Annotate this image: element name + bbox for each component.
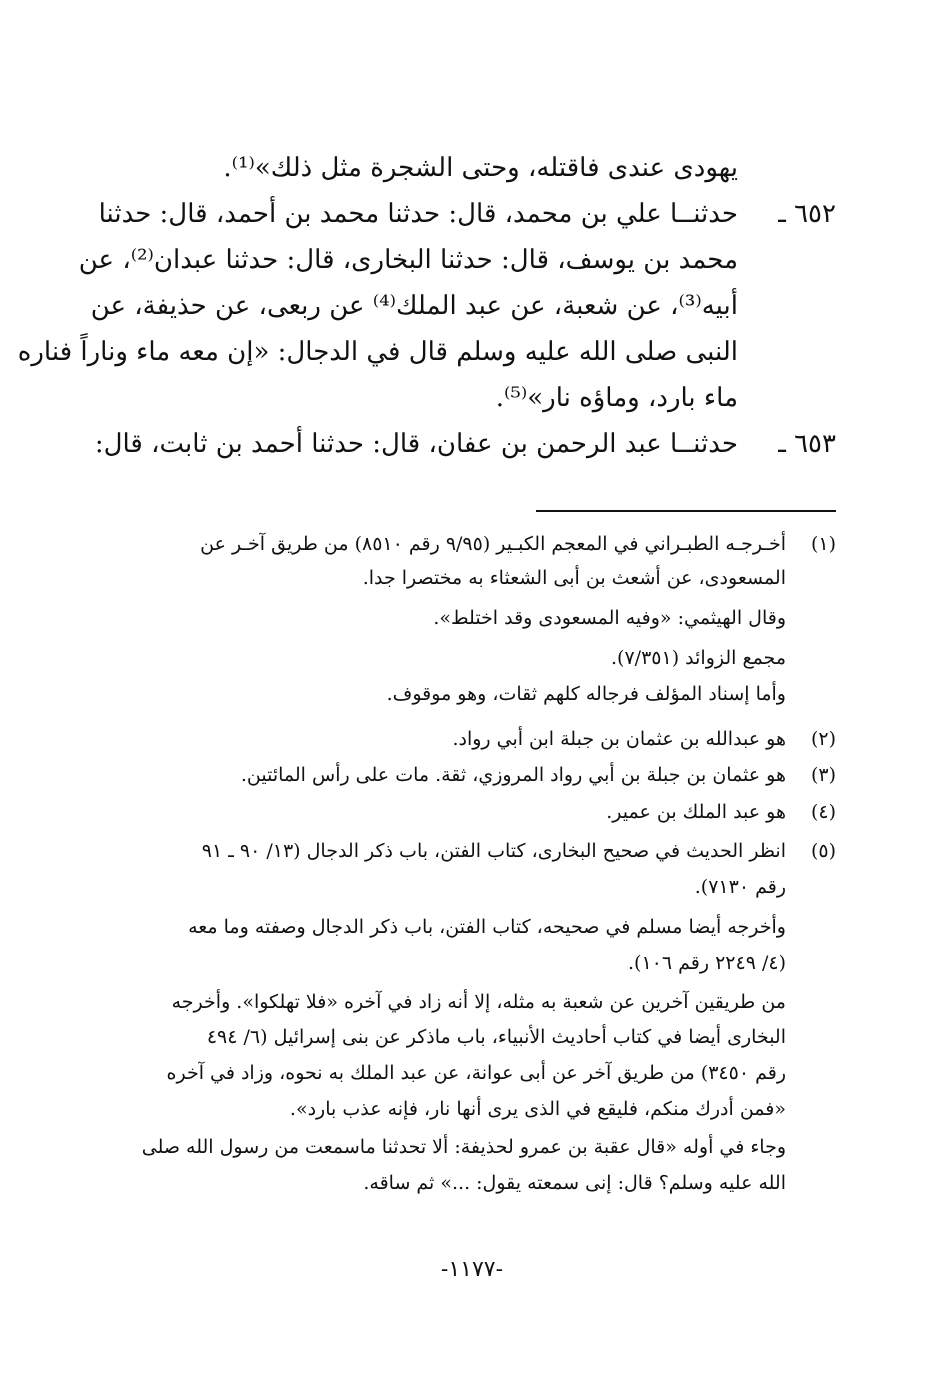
- hadith-number-653: ٦٥٣ ـ: [778, 429, 836, 459]
- footnote-line: هو عبدالله بن عثمان بن جبلة ابن أبي رواد.: [452, 728, 786, 750]
- footnote-line: وأما إسناد المؤلف فرجاله كلهم ثقات، وهو موقوف.: [386, 683, 786, 705]
- footnote-line: «فمن أدرك منكم، فليقع في الذى يرى أنها نار، فإنه عذب بارد».: [289, 1098, 786, 1120]
- footnote-line: انظر الحديث في صحيح البخارى، كتاب الفتن، باب ذكر الدجال (١٣/ ٩٠ ـ ٩١: [201, 840, 786, 862]
- footnote-line: وجاء في أوله «قال عقبة بن عمرو لحذيفة: ألا تحدثنا ماسمعت من رسول الله صلى: [141, 1136, 786, 1158]
- footnote-number: (١): [810, 533, 836, 555]
- footnote-number: (٥): [810, 840, 836, 862]
- footnote-line: (٤/ ٢٢٤٩ رقم ١٠٦).: [628, 952, 786, 974]
- footnote-separator: [536, 510, 836, 512]
- text-line: حدثنــا علي بن محمد، قال: حدثنا محمد بن أحمد، قال: حدثنا: [98, 199, 738, 229]
- text-line: محمد بن يوسف، قال: حدثنا البخارى، قال: حدثنا عبدان⁽²⁾، عن: [78, 245, 738, 275]
- footnote-line: البخارى أيضا في كتاب أحاديث الأنبياء، باب ماذكر عن بنى إسرائيل (٦/ ٤٩٤: [206, 1026, 786, 1048]
- footnote-line: هو عبد الملك بن عمير.: [606, 801, 786, 823]
- text-line: النبى صلى الله عليه وسلم قال في الدجال: «إن معه ماء وناراً فناره: [17, 337, 738, 367]
- page-number: -١١٧٧-: [440, 1257, 504, 1282]
- footnote-number: (٣): [810, 764, 836, 786]
- footnote-line: المسعودى، عن أشعث بن أبى الشعثاء به مختصرا جدا.: [362, 567, 786, 589]
- footnote-number: (٤): [810, 801, 836, 823]
- text-line: يهودى عندى فاقتله، وحتى الشجرة مثل ذلك»⁽¹⁾.: [223, 153, 738, 183]
- footnote-line: وقال الهيثمي: «وفيه المسعودى وقد اختلط».: [433, 607, 786, 629]
- footnote-line: رقم ٧١٣٠).: [694, 876, 786, 898]
- footnote-number: (٢): [810, 728, 836, 750]
- footnote-line: وأخرجه أيضا مسلم في صحيحه، كتاب الفتن، باب ذكر الدجال وصفته وما معه: [188, 916, 786, 938]
- text-line: أبيه⁽³⁾، عن شعبة، عن عبد الملك⁽⁴⁾ عن ربعى، عن حذيفة، عن: [90, 291, 738, 321]
- text-line: حدثنــا عبد الرحمن بن عفان، قال: حدثنا أحمد بن ثابت، قال:: [94, 429, 738, 459]
- text-line: ماء بارد، وماؤه نار»⁽⁵⁾.: [495, 383, 738, 413]
- footnote-line: من طريقين آخرين عن شعبة به مثله، إلا أنه زاد في آخره «فلا تهلكوا». وأخرجه: [171, 991, 786, 1013]
- hadith-number-652: ٦٥٢ ـ: [778, 199, 836, 229]
- footnote-line: مجمع الزوائد (٧/٣٥١).: [611, 647, 786, 669]
- footnote-line: أخـرجـه الطبـراني في المعجم الكبـير (٩/٩٥ رقم ٨٥١٠) من طريق آخـر عن: [200, 533, 786, 555]
- footnote-line: الله عليه وسلم؟ قال: إنى سمعته يقول: ...» ثم ساقه.: [363, 1172, 786, 1194]
- footnote-line: رقم ٣٤٥٠) من طريق آخر عن أبى عوانة، عن عبد الملك به نحوه، وزاد في آخره: [166, 1062, 786, 1084]
- footnote-line: هو عثمان بن جبلة بن أبي رواد المروزي، ثقة. مات على رأس المائتين.: [240, 764, 786, 786]
